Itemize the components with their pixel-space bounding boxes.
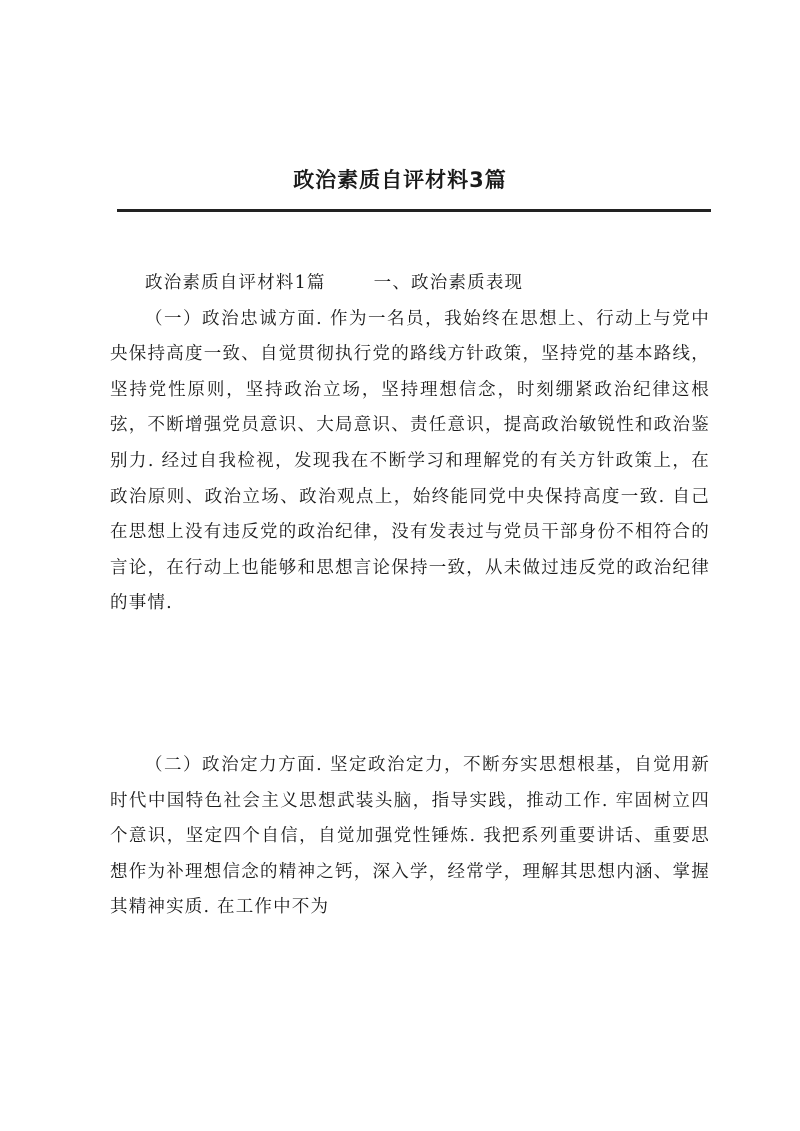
paragraph-political-determination: （二）政治定力方面. 坚定政治定力，不断夯实思想根基，自觉用新时代中国特色社会主义思想武装头脑，指导实践，推动工作. 牢固树立四个意识，坚定四个自信，自觉加强党性锤炼. 我把系列重要讲话、重要思想作为补理想信念的精神之钙，深入学，经常学，理解其思想内涵、掌握其精神实质. 在工作中不为 [110,755,710,918]
title-divider [117,209,711,212]
paragraph-political-loyalty: （一）政治忠诚方面. 作为一名员，我始终在思想上、行动上与党中央保持高度一致、自觉贯彻执行党的路线方针政策，坚持党的基本路线，坚持党性原则，坚持政治立场，坚持理想信念，时刻绷紧政治纪律这根弦，不断增强党员意识、大局意识、责任意识，提高政治敏锐性和政治鉴别力. 经过自我检视，发现我在不断学习和理解党的有关方针政策上，在政治原则、政治立场、政治观点上，始终能同党中央保持高度一致. 自己在思想上没有违反党的政治纪律，没有发表过与党员干部身份不相符合的言论，在行动上也能够和思想言论保持一致，从未做过违反党的政治纪律的事情. [110,308,710,614]
section-heading: 一、政治素质表现 [373,273,524,293]
heading-line [110,266,710,302]
document-body [110,266,710,622]
first-heading: 政治素质自评材料1篇 [145,273,326,293]
document-body-continued [110,748,710,926]
document-title: 政治素质自评材料3篇 [293,168,507,192]
